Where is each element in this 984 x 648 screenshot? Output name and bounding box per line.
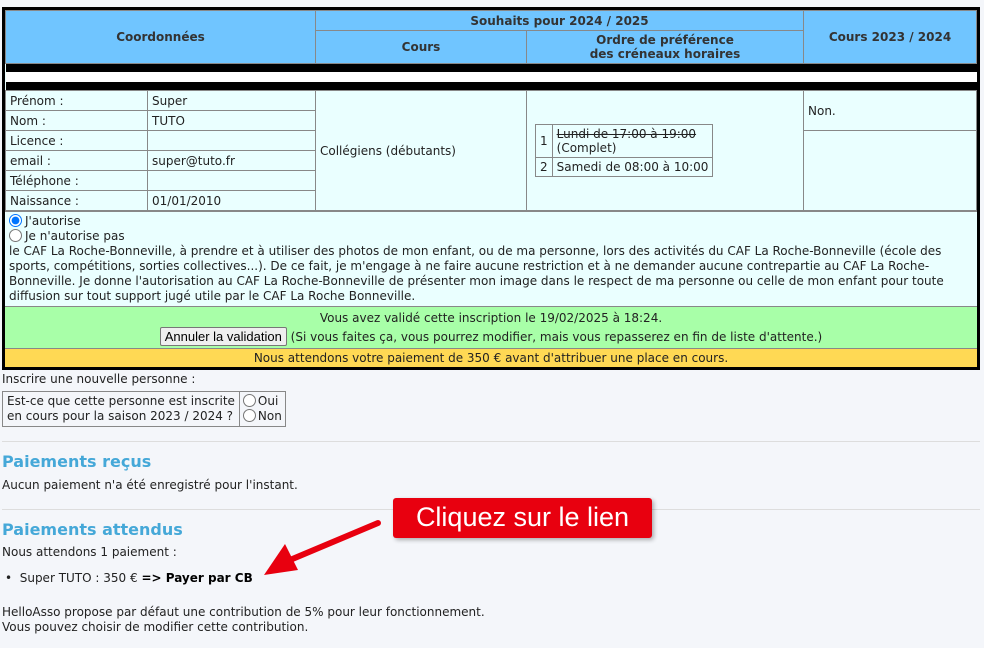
pay-by-card-link[interactable]: => Payer par CB [141,571,253,585]
label-email: email : [6,151,148,171]
value-email: super@tuto.fr [148,151,316,171]
course-name: Collégiens (débutants) [316,91,527,211]
expected-text: Nous attendons 1 paiement : [2,545,177,559]
radio-non[interactable]: Non [243,409,282,423]
value-nom: TUTO [148,111,316,131]
label-prenom: Prénom : [6,91,148,111]
expected-payment-item: • Super TUTO : 350 € => Payer par CB [5,571,253,585]
slot-item: Lundi de 17:00 à 19:00 (Complet) [552,125,713,158]
slot-rank: 2 [536,158,553,177]
cancel-validation-button[interactable]: Annuler la validation [160,327,287,346]
label-nom: Nom : [6,111,148,131]
callout-annotation: Cliquez sur le lien [393,498,652,538]
label-telephone: Téléphone : [6,171,148,191]
label-licence: Licence : [6,131,148,151]
slot-item: Samedi de 08:00 à 10:00 [552,158,713,177]
radio-oui[interactable]: Oui [243,394,278,408]
consent-yes[interactable]: J'autorise [9,214,81,228]
received-title: Paiements reçus [2,452,152,471]
expected-title: Paiements attendus [2,520,183,539]
new-person-question: Est-ce que cette personne est inscrite en cours pour la saison 2023 / 2024 ? Oui Non [2,391,286,427]
value-naissance: 01/01/2010 [148,191,316,211]
label-naissance: Naissance : [6,191,148,211]
header-coordonnees: Coordonnées [6,11,316,64]
header-souhaits: Souhaits pour 2024 / 2025 [316,11,804,31]
helloasso-note: HelloAsso propose par défaut une contribution de 5% pour leur fonctionnement. Vous pouvez choisir de modifier cette contribution. [2,605,485,634]
new-person-title: Inscrire une nouvelle personne : [2,372,196,386]
payment-notice: Nous attendons votre paiement de 350 € avant d'attribuer une place en cours. [5,348,977,367]
consent-no[interactable]: Je n'autorise pas [9,229,125,243]
received-text: Aucun paiement n'a été enregistré pour l'instant. [2,478,298,492]
header-cours-prev: Cours 2023 / 2024 [804,11,977,64]
validation-note: (Si vous faites ça, vous pourrez modifier, mais vous repasserez en fin de liste d'attente.) [290,330,823,344]
slot-rank: 1 [536,125,553,158]
validation-text: Vous avez validé cette inscription le 19/02/2025 à 18:24. [319,311,663,325]
consent-text: le CAF La Roche-Bonneville, à prendre et à utiliser des photos de mon enfant, ou de ma personne, lors des activités du CAF La Roche-Bonneville (école des sports, compétitions, sorties collectives...). De ce fait, je m'engage à ne faire aucune restriction et à ne demander aucune contrepartie au CAF La Roche-Bonneville. Je donne l'autorisation au CAF La Roche-Bonneville de présenter mon image dans le respect de ma personne ou celle de mon enfant pour toute diffusion sur tout support jugé utile par le CAF La Roche Bonneville. [9,244,944,303]
prev-course: Non. [804,91,977,131]
header-cours: Cours [316,31,527,64]
header-ordre: Ordre de préférence des créneaux horaires [527,31,804,64]
value-prenom: Super [148,91,316,111]
